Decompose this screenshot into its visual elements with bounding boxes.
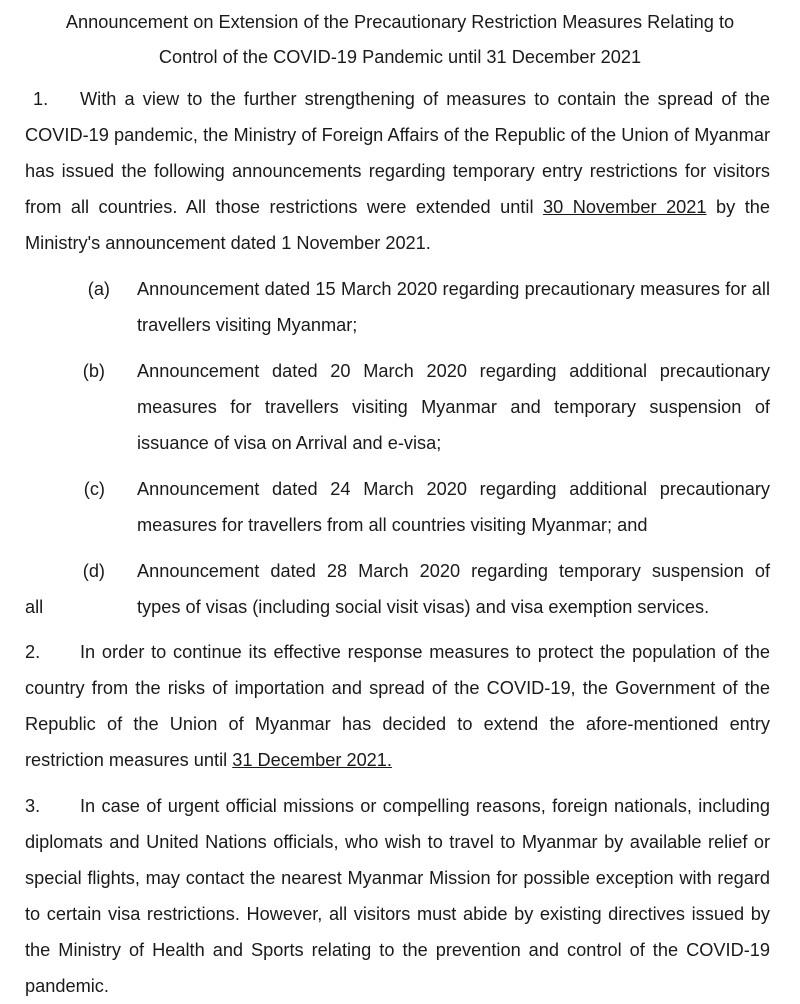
paragraph-1-number: 1.: [33, 89, 49, 109]
paragraph-1: [25, 81, 770, 261]
list-item-text: Announcement dated 28 March 2020 regarding temporary suspension of types of visas (including social visit visas) and visa exemption services.: [137, 561, 770, 617]
stray-word: all: [25, 597, 44, 617]
title-line-2: Control of the COVID-19 Pandemic until 31 December 2021: [158, 47, 642, 67]
paragraph-2: [25, 634, 770, 778]
paragraph-2-number: 2.: [25, 642, 41, 662]
list-item-label: (a): [87, 279, 110, 299]
paragraph-1-text-end: by the Ministry's announcement dated 1 November 2021.: [25, 197, 770, 253]
paragraph-3: [25, 788, 770, 1004]
list-item-label: (c): [83, 479, 105, 499]
paragraph-2-underlined-date: 31 December 2021.: [232, 750, 392, 770]
document-title: [0, 5, 800, 75]
list-item-label: (d): [82, 561, 105, 581]
paragraph-1-underlined-date: 30 November 2021: [542, 197, 707, 217]
paragraph-1-text: With a view to the further strengthening of measures to contain the spread of the COVID-19 pandemic, the Ministry of Foreign Affairs of the Republic of the Union of Myanmar has issued the following announcements regarding temporary entry restrictions for visitors from all countries. All those restrictions were extended until: [25, 89, 770, 217]
list-item-label: (b): [82, 361, 105, 381]
list-item-text: Announcement dated 15 March 2020 regarding precautionary measures for all travellers visiting Myanmar;: [137, 279, 770, 335]
paragraph-3-number: 3.: [25, 796, 41, 816]
paragraph-2-text: In order to continue its effective response measures to protect the population of the country from the risks of importation and spread of the COVID-19, the Government of the Republic of the Union of Myanmar has decided to extend the afore-mentioned entry restriction measures until: [25, 642, 770, 770]
list-item-text: Announcement dated 20 March 2020 regarding additional precautionary measures for travellers visiting Myanmar and temporary suspension of issuance of visa on Arrival and e-visa;: [137, 361, 770, 453]
title-line-1: Announcement on Extension of the Precautionary Restriction Measures Relating to: [65, 12, 735, 32]
list-item-text: Announcement dated 24 March 2020 regarding additional precautionary measures for travellers from all countries visiting Myanmar; and: [137, 479, 770, 535]
paragraph-3-text: In case of urgent official missions or compelling reasons, foreign nationals, including diplomats and United Nations officials, who wish to travel to Myanmar by available relief or special flights, may contact the nearest Myanmar Mission for possible exception with regard to certain visa restrictions. However, all visitors must abide by existing directives issued by the Ministry of Health and Sports relating to the prevention and control of the COVID-19 pandemic.: [25, 796, 770, 996]
